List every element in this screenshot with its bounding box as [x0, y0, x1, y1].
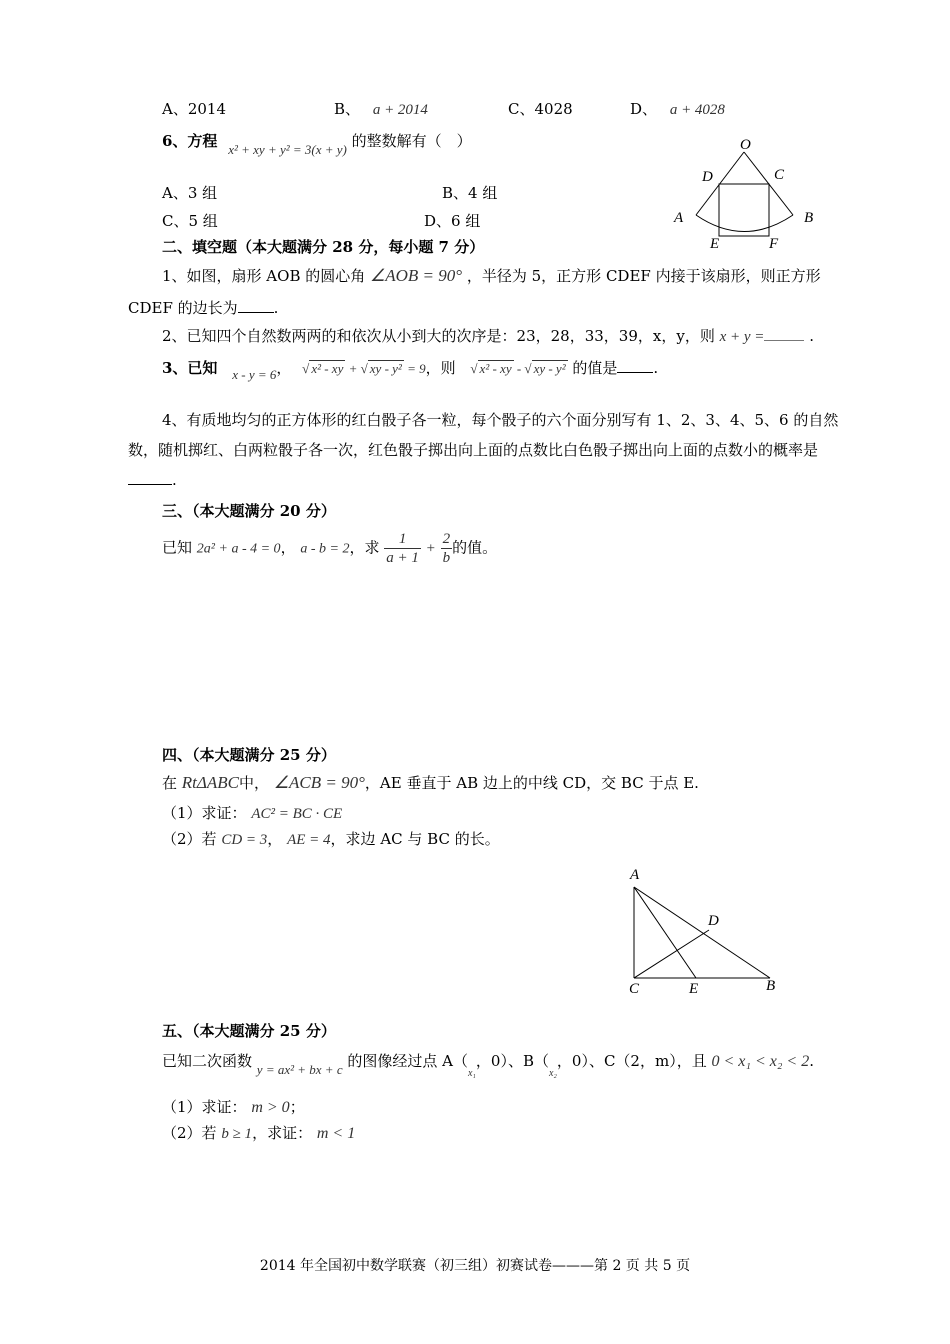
q5-option-d [630, 100, 725, 119]
s4-p2-sep: ， [267, 830, 283, 848]
s2-q4-blank [128, 470, 172, 485]
s5-x1: x₁ [467, 1068, 476, 1079]
s5-p1-label: （1）求证： [162, 1098, 247, 1116]
s3-frac1 [384, 530, 421, 567]
s2-q3-then: ，则 [425, 359, 456, 377]
s4-line1-b: 中， [239, 774, 270, 792]
s4-p2-expr2: AE = 4 [287, 832, 331, 848]
inscribed-square [719, 184, 769, 236]
s2-q1-angle: ∠AOB = 90° [370, 266, 463, 285]
s2-q3-sqrt4: xy - y² [533, 361, 566, 376]
label-e: E [710, 236, 720, 252]
q6-label: 6、方程 [162, 132, 218, 150]
s5-p2-mid: ，求证： [252, 1124, 313, 1142]
q6-option-c: C、5 组 [162, 212, 218, 230]
label-a: A [674, 210, 684, 226]
section2-heading: 二、填空题（本大题满分 28 分，每小题 7 分） [162, 238, 485, 256]
s3-sep: ， [280, 538, 296, 557]
s2-q3-sqrt3: x² - xy [479, 361, 512, 376]
s5-text-a: 已知二次函数 [162, 1052, 253, 1070]
s3-frac2-num: 2 [442, 531, 451, 547]
s4-line1-expr2: ∠ACB = 90° [273, 773, 365, 792]
s3-problem [162, 530, 497, 567]
s2-q3-text-a: 3、已知 [162, 359, 218, 377]
s2-q3-expr1: x - y = 6 [232, 367, 277, 382]
s2-q3-expr2: √ x² - xy + √ xy - y² = 9 [302, 361, 426, 376]
section5-heading: 五、（本大题满分 25 分） [162, 1022, 336, 1040]
tri-label-d: D [708, 913, 719, 929]
s4-line1-c: ，AE 垂直于 AB 边上的中线 CD，交 BC 于点 E. [364, 774, 699, 792]
label-d: D [702, 169, 713, 185]
s2-q3-expr3: √ x² - xy - √ xy - y² [470, 361, 566, 376]
segment-ab [634, 887, 770, 978]
s4-line1-expr1: RtΔABC [181, 773, 239, 792]
label-f: F [769, 236, 779, 252]
s3-frac2-den: b [442, 550, 451, 566]
s5-p1-end: ； [289, 1098, 305, 1116]
s2-q2-expr: x + y = [719, 329, 765, 345]
s5-period: . [809, 1052, 814, 1070]
s4-line1 [162, 773, 699, 793]
s4-part1 [162, 804, 342, 823]
segment-ae [634, 887, 696, 978]
s4-p1-label: （1）求证： [162, 804, 247, 822]
s4-p2-expr1: CD = 3 [221, 832, 268, 848]
page-footer: 2014 年全国初中数学联赛（初三组）初赛试卷———第 2 页 共 5 页 [259, 1258, 691, 1274]
tri-label-e: E [689, 981, 699, 997]
s3-text-a: 已知 [162, 538, 193, 557]
q6-option-b: B、4 组 [442, 184, 498, 202]
s2-q3-sqrt2: xy - y² [369, 361, 402, 376]
s2-q3-sep: ， [276, 359, 292, 377]
s3-frac1-num: 1 [384, 530, 421, 549]
segment-cd [634, 930, 709, 978]
s3-frac2 [441, 530, 453, 567]
s2-q2-blank [764, 326, 804, 341]
s2-q3-end: 的值是 [572, 359, 618, 377]
s2-q2 [162, 326, 814, 346]
s2-q3-period: . [653, 359, 659, 377]
s2-q2-text: 2、已知四个自然数两两的和依次从小到大的次序是：23，28，33，39，x，y，则 [162, 327, 715, 345]
s2-q1-line1 [162, 266, 821, 286]
tri-label-b: B [766, 978, 776, 994]
s5-p1-expr: m > 0 [251, 1099, 290, 1116]
q6-option-d: D、6 组 [424, 212, 481, 230]
s4-line1-a: 在 [162, 774, 178, 792]
s3-plus: + [425, 540, 436, 557]
triangle-figure [620, 862, 790, 1002]
s4-part2 [162, 830, 500, 849]
s2-q4 [128, 405, 848, 495]
s4-p2-label: （2）若 [162, 830, 217, 848]
q6-equation: x² + xy + y² = 3(x + y) [228, 142, 347, 157]
s5-problem [162, 1052, 814, 1080]
q5-option-b [334, 100, 428, 119]
s5-p2-expr1: b ≥ 1 [221, 1126, 253, 1142]
s3-expr1: 2a² + a - 4 = 0 [196, 541, 281, 557]
s2-q1-text-c: CDEF 的边长为 [128, 299, 238, 317]
s5-p2-expr2: m < 1 [316, 1125, 356, 1142]
s2-q4-text: 4、有质地均匀的正方体形的红白骰子各一粒，每个骰子的六个面分别写有 1、2、3、4、5、6 的自然数，随机掷红、白两粒骰子各一次，红色骰子掷出向上面的点数比白色骰子掷出向上面的点数小的概率是 [128, 411, 839, 459]
s4-p2-tail: ，求边 AC 与 BC 的长。 [330, 830, 500, 848]
s3-text-c: 的值。 [452, 538, 498, 557]
label-o: O [740, 137, 751, 153]
s2-q1-end: . [273, 299, 279, 317]
s5-x2: x₂ [548, 1068, 557, 1079]
q5-option-b-expr: a + 2014 [372, 102, 428, 118]
tri-label-c: C [629, 981, 640, 997]
q5-option-a: A、2014 [162, 100, 227, 118]
s5-part1 [162, 1098, 305, 1117]
s2-q1-text-b: ，半径为 5，正方形 CDEF 内接于该扇形，则正方形 [466, 267, 821, 285]
s3-frac1-den: a + 1 [386, 550, 419, 566]
s2-q3-eq: = 9 [407, 361, 426, 376]
s2-q2-end: . [809, 327, 814, 345]
s5-p2-label: （2）若 [162, 1124, 217, 1142]
s2-q4-end: . [172, 471, 177, 489]
s4-p1-expr: AC² = BC · CE [251, 806, 343, 822]
section3-heading: 三、（本大题满分 20 分） [162, 502, 336, 520]
section4-heading: 四、（本大题满分 25 分） [162, 746, 336, 764]
q5-option-d-expr: a + 4028 [669, 102, 725, 118]
tri-label-a: A [630, 867, 640, 883]
label-c: C [774, 167, 785, 183]
s2-q1-line2 [128, 298, 278, 317]
s5-text-b: 的图像经过点 A（ [347, 1052, 468, 1070]
s2-q1-text-a: 1、如图，扇形 AOB 的圆心角 [162, 267, 366, 285]
sector-arc [696, 215, 793, 232]
q5-option-d-label: D、 [630, 100, 658, 118]
q6-option-a: A、3 组 [162, 184, 218, 202]
s2-q3 [162, 358, 658, 383]
s5-text-d: ，0）、C（2，m），且 [556, 1052, 707, 1070]
label-b: B [804, 210, 814, 226]
sector-figure [668, 130, 828, 255]
q6-suffix: 的整数解有（ ） [351, 132, 472, 150]
s3-text-b: ，求 [349, 538, 380, 557]
s2-q1-blank [238, 298, 274, 313]
s3-expr2: a - b = 2 [300, 541, 350, 557]
s2-q3-blank [617, 358, 653, 373]
s5-func: y = ax² + bx + c [256, 1062, 343, 1077]
s5-part2 [162, 1124, 355, 1143]
s5-text-c: ，0）、B（ [475, 1052, 549, 1070]
q6-stem [162, 132, 472, 158]
s2-q3-sqrt1: x² - xy [311, 361, 344, 376]
q5-option-b-label: B、 [334, 100, 361, 118]
q5-option-c: C、4028 [508, 100, 573, 118]
s5-ineq: 0 < x₁ < x₂ < 2 [711, 1053, 810, 1070]
